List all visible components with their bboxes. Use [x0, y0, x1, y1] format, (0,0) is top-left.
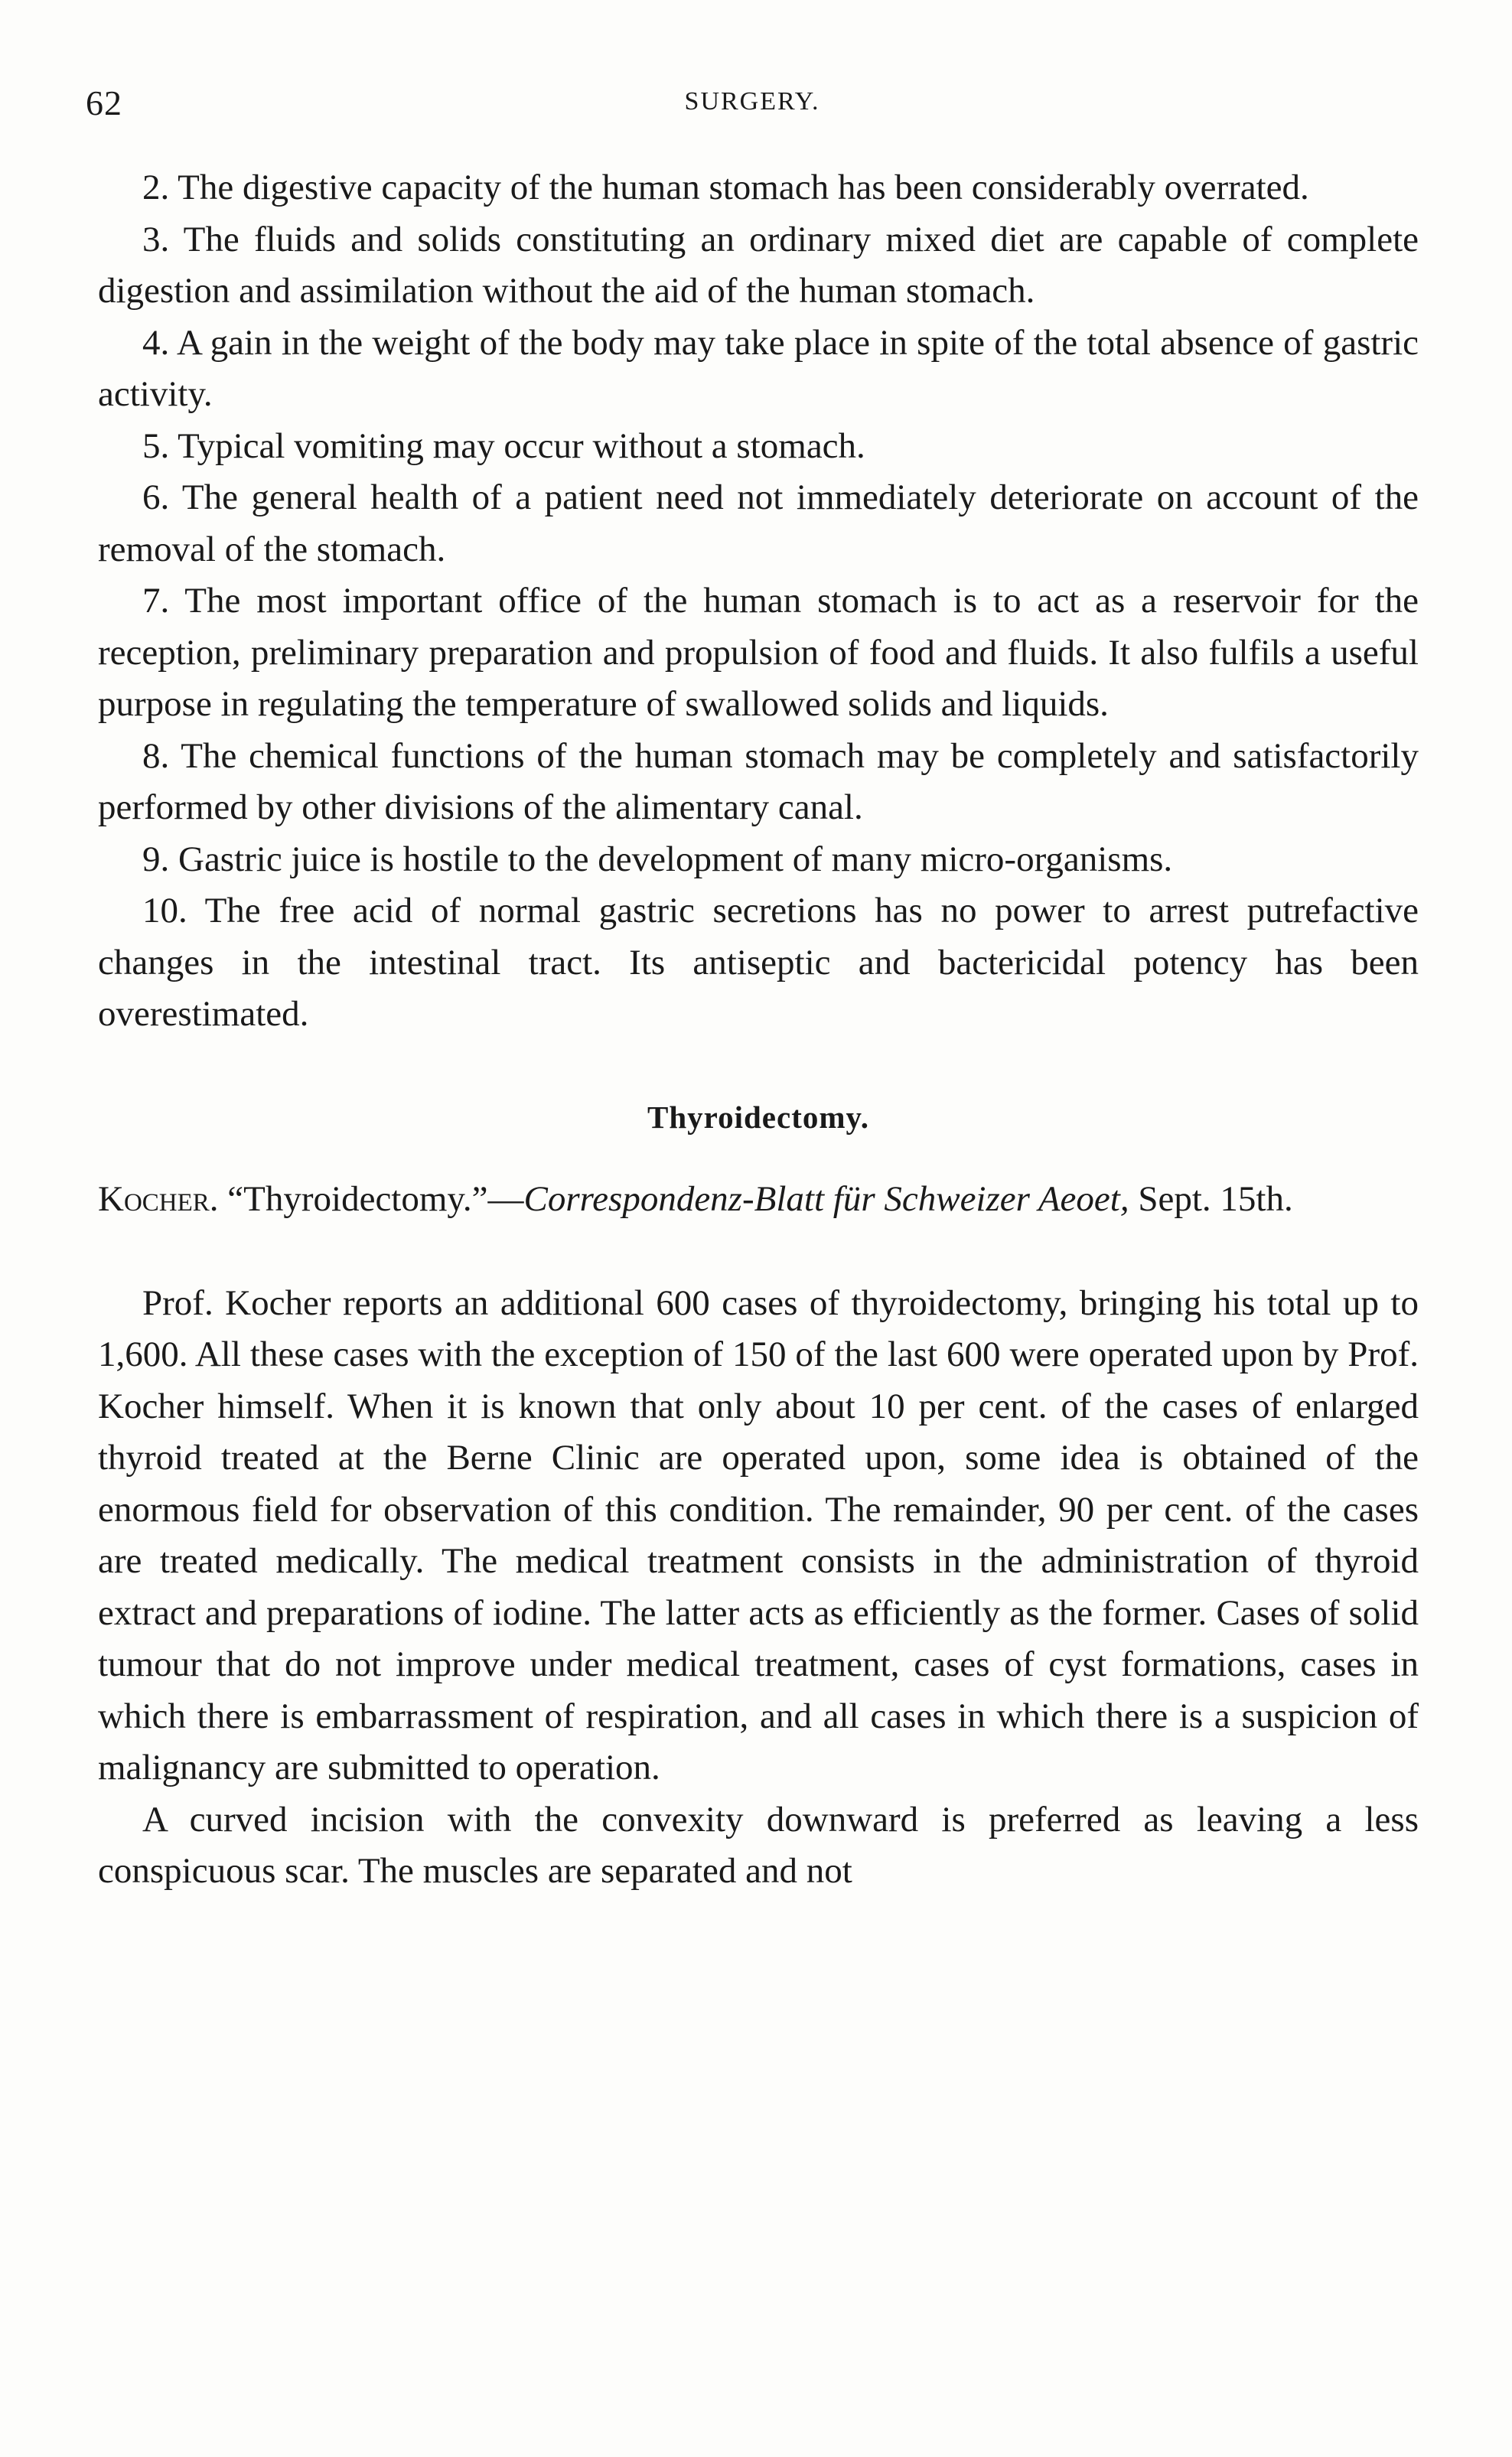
page-number: 62	[86, 83, 122, 122]
citation-journal: Correspondenz-Blatt für Schweizer Aeoet,	[523, 1179, 1129, 1219]
list-item: 10. The free acid of normal gastric secretions has no power to arrest putrefactive changes in the intestinal tract. Its antiseptic and bactericidal potency has been overestimated.	[98, 891, 1419, 1034]
list-item: 9. Gastric juice is hostile to the development of many micro-organisms.	[142, 839, 1173, 879]
list-item: 6. The general health of a patient need not immediately deteriorate on account of the removal of the stomach.	[98, 477, 1419, 569]
list-item: 2. The digestive capacity of the human stomach has been considerably overrated.	[142, 168, 1309, 207]
list-item: 4. A gain in the weight of the body may take place in spite of the total absence of gastric activity.	[98, 322, 1419, 414]
citation	[98, 1174, 1419, 1226]
citation-date: Sept. 15th.	[1138, 1179, 1293, 1219]
list-item: 7. The most important office of the human stomach is to act as a reservoir for the reception, preliminary preparation and propulsion of food and fluids. It also fulfils a useful purpose in regulating the temperature of swallowed solids and liquids.	[98, 581, 1419, 724]
list-item: 3. The fluids and solids constituting an ordinary mixed diet are capable of complete digestion and assimilation without the aid of the human stomach.	[98, 219, 1419, 311]
page-header	[86, 83, 1419, 129]
body-paragraph: Prof. Kocher reports an additional 600 cases of thyroidectomy, bringing his total up to 1,600. All these cases with the exception of 150 of the last 600 were operated upon by Prof. Kocher himself. When it is known that only about 10 per cent. of the cases of enlarged thyroid treated at the Berne Clinic are operated upon, some idea is obtained of the enormous field for observation of this condition. The remainder, 90 per cent. of the cases are treated medically. The medical treatment consists in the administration of thyroid extract and preparations of iodine. The latter acts as efficiently as the former. Cases of solid tumour that do not improve under medical treatment, cases of cyst formations, cases in which there is embarrassment of respiration, and all cases in which there is a suspicion of malignancy are submitted to operation.	[98, 1282, 1419, 1787]
citation-title: “Thyroidectomy.”—	[227, 1179, 524, 1219]
citation-author: Kocher.	[98, 1179, 219, 1219]
list-item: 8. The chemical functions of the human stomach may be completely and satisfactorily performed by other divisions of the alimentary canal.	[98, 735, 1419, 827]
section-heading: Thyroidectomy.	[647, 1099, 869, 1135]
list-item: 5. Typical vomiting may occur without a stomach.	[142, 425, 865, 466]
page-body	[98, 162, 1419, 1898]
running-head: SURGERY.	[684, 87, 820, 116]
body-paragraph: A curved incision with the convexity downward is preferred as leaving a less conspicuous scar. The muscles are separated and not	[98, 1799, 1419, 1891]
